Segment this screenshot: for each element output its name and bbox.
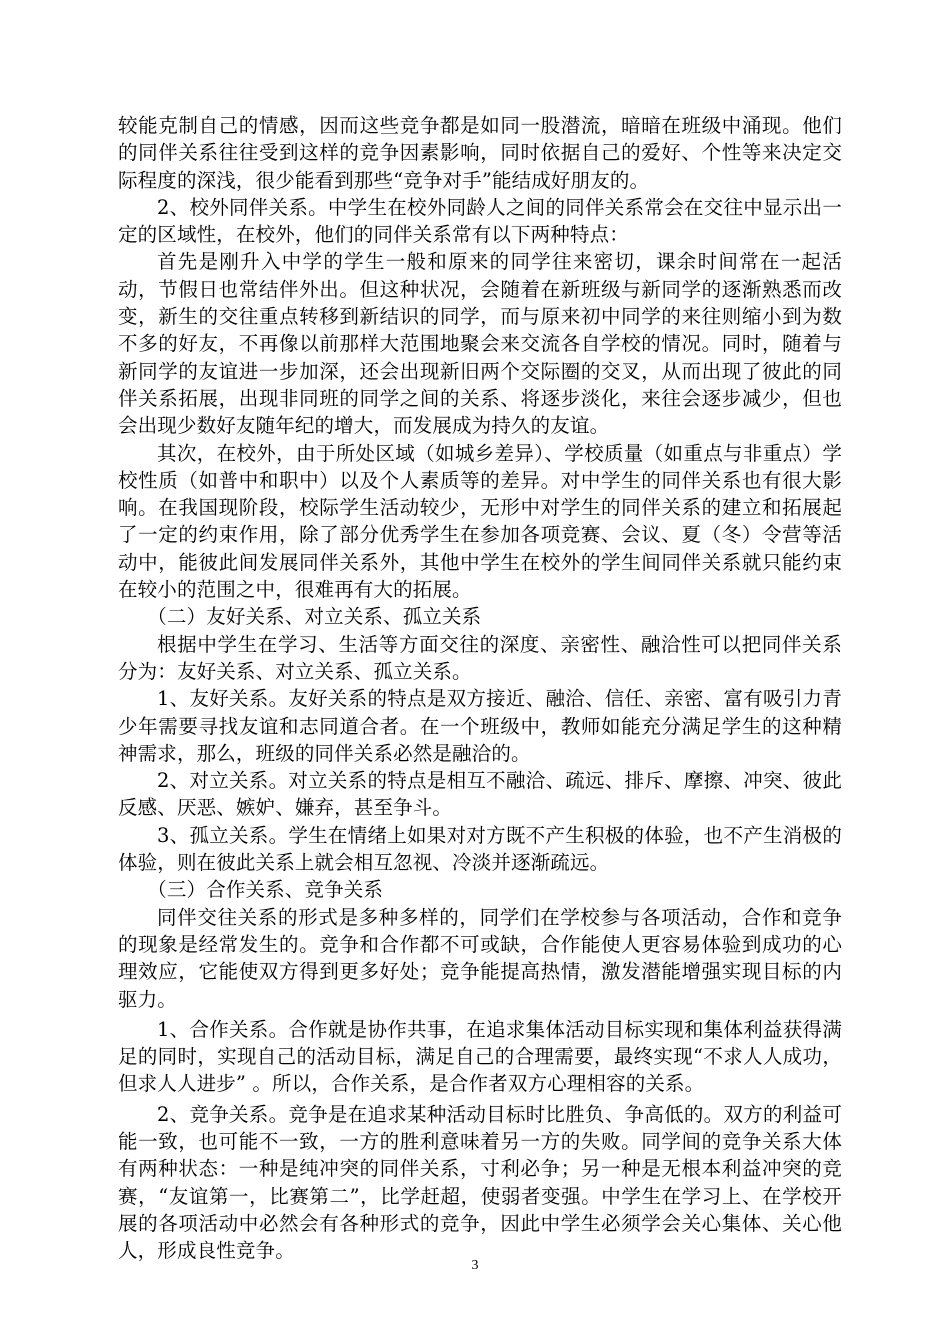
section-heading-friendly-opposed-isolated: （二）友好关系、对立关系、孤立关系 (147, 605, 482, 629)
document-body (118, 112, 842, 1264)
section-heading-cooperation-competition: （三）合作关系、竞争关系 (147, 878, 384, 902)
page-number: 3 (471, 1258, 479, 1273)
paragraph-first-feature: 首先是刚升入中学的学生一般和原来的同学往来密切，课余时间常在一起活动，节假日也常结伴外出。但这种状况，会随着在新班级与新同学的逐渐熟悉而改变，新生的交往重点转移到新结识的同学，而与原来初中同学的来往则缩小到为数不多的好友，不再像以前那样大范围地聚会来交流各自学校的情况。同时，随着与新同学的友谊进一步加深，还会出现新旧两个交际圈的交叉，从而出现了彼此的同伴关系拓展，出现非同班的同学之间的关系、将逐步淡化，来往会逐步减少，但也会出现少数好友随年纪的增大，而发展成为持久的友谊。 (118, 250, 842, 438)
paragraph-isolated-relationship: 3、孤立关系。学生在情绪上如果对对方既不产生积极的体验，也不产生消极的体验，则在彼此关系上就会相互忽视、冷淡并逐渐疏远。 (118, 823, 842, 875)
paragraph-cooperation-relationship: 1、合作关系。合作就是协作共事，在追求集体活动目标实现和集体利益获得满足的同时，实现自己的活动目标，满足自己的合理需要，最终实现“不求人人成功，但求人人进步” 。所以，合作关系，是合作者双方心理相容的关系。 (118, 1017, 842, 1096)
paragraph-second-feature: 其次，在校外，由于所处区域（如城乡差异）、学校质量（如重点与非重点）学校性质（如普中和职中）以及个人素质等的差异。对中学生的同伴关系也有很大影响。在我国现阶段，校际学生活动较少，无形中对学生的同伴关系的建立和拓展起了一定的约束作用，除了部分优秀学生在参加各项竞赛、会议、夏（冬）令营等活动中，能彼此间发展同伴关系外，其他中学生在校外的学生间同伴关系就只能约束在较小的范围之中，很难再有大的拓展。 (118, 441, 842, 602)
paragraph-opposed-relationship: 2、对立关系。对立关系的特点是相互不融洽、疏远、排斥、摩擦、冲突、彼此反感、厌恶、嫉妒、嫌弃，甚至争斗。 (118, 769, 842, 820)
paragraph-relationship-types: 根据中学生在学习、生活等方面交往的深度、亲密性、融洽性可以把同伴关系分为：友好关系、对立关系、孤立关系。 (118, 632, 842, 683)
paragraph-competition-relationship: 2、竞争关系。竞争是在追求某种活动目标时比胜负、争高低的。双方的利益可能一致，也可能不一致，一方的胜利意味着另一方的失败。同学间的竞争关系大体有两种状态：一种是纯冲突的同伴关系，寸利必争；另一种是无根本利益冲突的竞赛，“友谊第一，比赛第二”，比学赶超，使弱者变强。中学生在学习上、在学校开展的各项活动中必然会有各种形式的竞争，因此中学生必须学会关心集体、关心他人，形成良性竞争。 (118, 1102, 842, 1263)
paragraph-continuation: 较能克制自己的情感，因而这些竞争都是如同一股潜流，暗暗在班级中涌现。他们的同伴关系往往受到这样的竞争因素影响，同时依据自己的爱好、个性等来决定交际程度的深浅，很少能看到那些“竞争对手”能结成好朋友的。 (118, 114, 842, 192)
paragraph-interaction-forms: 同伴交往关系的形式是多种多样的，同学们在学校参与各项活动，合作和竞争的现象是经常发生的。竞争和合作都不可或缺，合作能使人更容易体验到成功的心理效应，它能使双方得到更多好处；竞争能提高热情，激发潜能增强实现目标的内驱力。 (118, 905, 842, 1011)
paragraph-off-campus-peer: 2、校外同伴关系。中学生在校外同龄人之间的同伴关系常会在交往中显示出一定的区域性，在校外，他们的同伴关系常有以下两种特点： (118, 195, 842, 247)
paragraph-friendly-relationship: 1、友好关系。友好关系的特点是双方接近、融洽、信任、亲密、富有吸引力青少年需要寻找友谊和志同道合者。在一个班级中，教师如能充分满足学生的这种精神需求，那么，班级的同伴关系必然是融洽的。 (118, 687, 842, 765)
